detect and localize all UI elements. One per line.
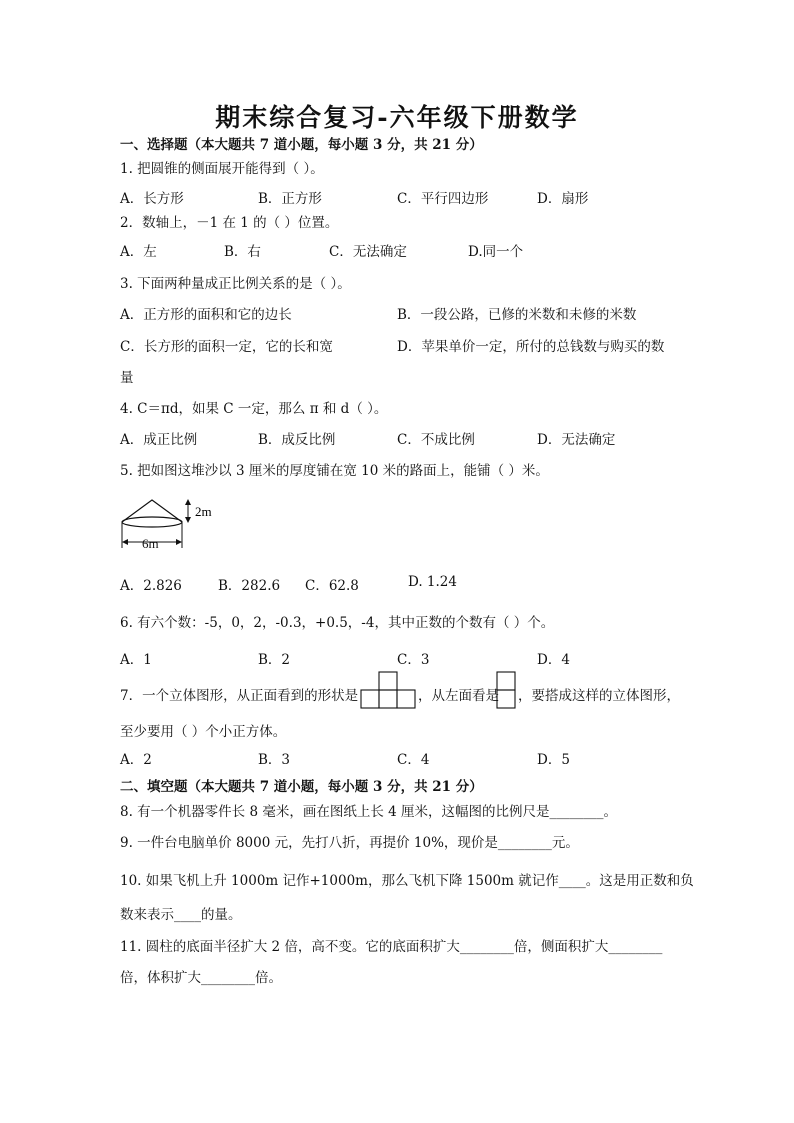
q5-option-a: A．2.826 (120, 578, 182, 594)
question-1: 1. 把圆锥的侧面展开能得到（ ）。 (120, 161, 324, 177)
sand-cone-figure (118, 496, 228, 556)
question-5: 5. 把如图这堆沙以 3 厘米的厚度铺在宽 10 米的路面上，能铺（ ）米。 (120, 463, 549, 479)
front-view-figure (360, 670, 418, 710)
question-11-line-1: 11. 圆柱的底面半径扩大 2 倍，高不变。它的底面积扩大________倍，侧面积扩大________ (120, 939, 663, 955)
q6-option-b: B．2 (258, 652, 291, 668)
q1-option-a: A．长方形 (120, 191, 184, 207)
cone-diameter-label: 6m (142, 536, 159, 551)
q6-option-c: C．3 (397, 652, 430, 668)
question-11-line-2: 倍，体积扩大________倍。 (120, 970, 282, 986)
q2-option-d: D.同一个 (468, 244, 524, 260)
q3-option-c: C．长方形的面积一定，它的长和宽 (120, 339, 333, 355)
question-7-part-c: ，要搭成这样的立体图形， (518, 688, 680, 704)
question-7-part-b: ，从左面看是 (418, 688, 499, 704)
question-7-line-2: 至少要用（ ）个小正方体。 (120, 724, 287, 740)
q7-option-c: C．4 (397, 752, 430, 768)
q4-option-c: C．不成比例 (397, 432, 475, 448)
question-4: 4. C＝πd，如果 C 一定，那么 π 和 d（ ）。 (120, 401, 388, 417)
left-view-figure (496, 670, 518, 710)
q6-option-a: A．1 (120, 652, 152, 668)
section-heading-fill: 二、填空题（本大题共 7 道小题，每小题 3 分，共 21 分） (120, 779, 483, 795)
q2-option-b: B．右 (224, 244, 261, 260)
page-title: 期末综合复习-六年级下册数学 (215, 103, 579, 132)
question-9: 9. 一件台电脑单价 8000 元，先打八折，再提价 10%，现价是________元。 (120, 835, 579, 851)
q4-option-b: B．成反比例 (258, 432, 336, 448)
question-10-line-2: 数来表示____的量。 (120, 907, 242, 923)
q1-option-c: C．平行四边形 (397, 191, 489, 207)
cone-height-label: 2m (195, 504, 212, 519)
q3-option-d-wrap: 量 (120, 370, 134, 386)
q3-option-b: B．一段公路，已修的米数和未修的米数 (397, 307, 637, 323)
question-7-part-a: 7．一个立体图形，从正面看到的形状是 (120, 688, 359, 704)
q5-option-d: D. 1.24 (408, 574, 457, 590)
q7-option-b: B．3 (258, 752, 291, 768)
q4-option-d: D．无法确定 (537, 432, 616, 448)
q3-option-d: D．苹果单价一定，所付的总钱数与购买的数 (397, 339, 665, 355)
q5-option-c: C．62.8 (305, 578, 359, 594)
q5-option-b: B．282.6 (218, 578, 281, 594)
question-6: 6. 有六个数：-5，0，2，-0.3，+0.5，-4，其中正数的个数有（ ）个。 (120, 615, 555, 631)
q3-option-a: A．正方形的面积和它的边长 (120, 307, 292, 323)
question-3: 3. 下面两种量成正比例关系的是（ ）。 (120, 276, 351, 292)
q6-option-d: D．4 (537, 652, 570, 668)
q7-option-a: A．2 (120, 752, 152, 768)
q1-option-b: B．正方形 (258, 191, 322, 207)
question-8: 8. 有一个机器零件长 8 毫米，画在图纸上长 4 厘米，这幅图的比例尺是________。 (120, 804, 618, 820)
q4-option-a: A．成正比例 (120, 432, 198, 448)
q2-option-c: C．无法确定 (329, 244, 407, 260)
section-heading-choice: 一、选择题（本大题共 7 道小题，每小题 3 分，共 21 分） (120, 137, 483, 153)
question-2: 2．数轴上，－1 在 1 的（ ）位置。 (120, 215, 339, 231)
q2-option-a: A．左 (120, 244, 157, 260)
q7-option-d: D．5 (537, 752, 570, 768)
q1-option-d: D．扇形 (537, 191, 589, 207)
question-10-line-1: 10. 如果飞机上升 1000m 记作+1000m，那么飞机下降 1500m 就记作____。这是用正数和负 (120, 873, 694, 889)
